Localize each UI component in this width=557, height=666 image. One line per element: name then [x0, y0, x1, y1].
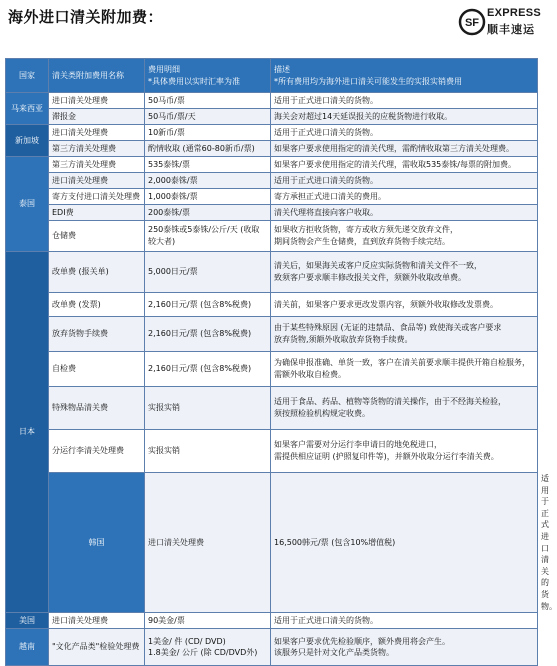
table-row: 仓储费 250泰铢或5泰铢/公斤/天 (收取 较大者) 如果收方拒收货物，寄方或收方须先递交放弃文件， 期间货物会产生仓储费，直到放弃货物手续完结。: [6, 221, 538, 252]
sf-express-logo: [459, 5, 542, 39]
table-row: 放弃货物手续费 2,160日元/票 (包含8%税费) 由于某些特殊原因 (无证的违禁品、食品等) 致使海关或客户要求 放弃货物,须额外收取放弃货物手续费。: [6, 317, 538, 352]
logo-line-2: 顺丰速运: [487, 23, 535, 36]
country-usa: 美国: [6, 613, 49, 629]
table-row: 寄方支付进口清关处理费 1,000泰铢/票 寄方承担正式进口清关的费用。: [6, 189, 538, 205]
table-row: 韩国 进口清关处理费 16,500韩元/票 (包含10%增值税) 适用于正式进口清关的货物。: [6, 473, 538, 613]
table-row: 分运行李清关处理费 实报实销 如果客户需要对分运行李申请日的地免税进口， 需提供相应证明 (护照复印件等)，并额外收取分运行李清关费。: [6, 430, 538, 473]
surcharge-table: [5, 58, 557, 666]
logo-letters: SF: [464, 17, 480, 29]
table-row: 马来西亚 进口清关处理费 50马币/票 适用于正式进口清关的货物。: [6, 93, 538, 109]
table-row: 泰国 第三方清关处理费 535泰铢/票 如果客户要求使用指定的清关代理，需收取535泰铢/每票的附加费。: [6, 157, 538, 173]
header-item: 清关类附加费用名称: [49, 59, 145, 93]
table-row: 日本 改单费 (报关单) 5,000日元/票 清关后，如果海关或客户反应实际货物和清关文件不一致， 致须客户要求顺丰修改报关文件，须额外收取改单费。: [6, 252, 538, 293]
table-row: 越南 "文化产品类"检验处理费 1美金/ 件 (CD/ DVD) 1.8美金/ 公斤 (除 CD/DVD外) 如果客户要求优先检验顺序，额外费用将会产生。 该服务只是针对文化产品类货物。: [6, 629, 538, 666]
country-malaysia: 马来西亚: [6, 93, 49, 125]
country-korea: 韩国: [49, 473, 145, 613]
table-row: 特殊物品清关费 实报实销 适用于食品、药品、植物等货物的清关操作，由于不经海关检验， 须按照检验机构规定收费。: [6, 387, 538, 430]
sf-logo-icon: [459, 5, 487, 39]
table-row: 滞报金 50马币/票/天 海关会对超过14天延误报关的应税货物进行收取。: [6, 109, 538, 125]
table-row: 进口清关处理费 2,000泰铢/票 适用于正式进口清关的货物。: [6, 173, 538, 189]
country-thailand: 泰国: [6, 157, 49, 252]
header-country: 国家: [6, 59, 49, 93]
table-row: 自检费 2,160日元/票 (包含8%税费) 为确保申报准确、单货一致，客户在清关前要求顺丰提供开箱自检服务， 需额外收取自检费。: [6, 352, 538, 387]
table-row: 新加坡 进口清关处理费 10新币/票 适用于正式进口清关的货物。: [6, 125, 538, 141]
table-row: 第三方清关处理费 酌情收取 (通常60-80新币/票) 如果客户要求使用指定的清关代理，需酌情收取第三方清关处理费。: [6, 141, 538, 157]
country-vietnam: 越南: [6, 629, 49, 666]
header-fee: 费用明细 *具体费用以实时汇率为准: [145, 59, 271, 93]
country-singapore: 新加坡: [6, 125, 49, 157]
table-header-row: [6, 59, 538, 93]
page-title: 海外进口清关附加费：: [8, 8, 164, 26]
header-desc: 描述 *所有费用均为海外进口清关可能发生的实报实销费用: [271, 59, 538, 93]
logo-line-1: EXPRESS: [487, 7, 542, 19]
table-row: 美国 进口清关处理费 90美金/票 适用于正式进口清关的货物。: [6, 613, 538, 629]
table-row: EDI费 200泰铢/票 清关代理将直接向客户收取。: [6, 205, 538, 221]
table-row: 改单费 (发票) 2,160日元/票 (包含8%税费) 清关前，如果客户要求更改发票内容，须额外收取修改发票费。: [6, 293, 538, 317]
country-japan: 日本: [6, 252, 49, 613]
